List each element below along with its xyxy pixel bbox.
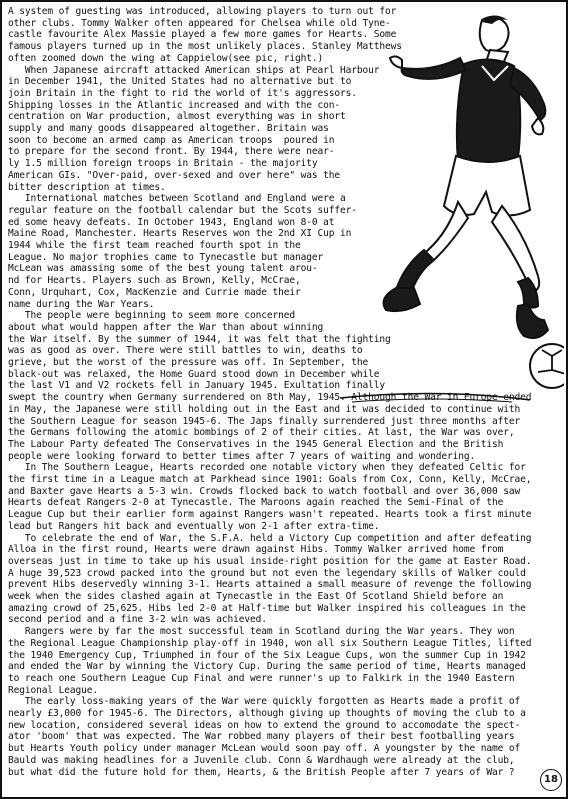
text-line: overseas just in time to take up his usual inside-right position for the game at Easter Road. <box>8 555 532 567</box>
text-line: 1944 while the first team reached fourth spot in the <box>8 240 301 251</box>
text-line: in December 1941, the United States had no alternative but to <box>8 76 352 88</box>
text-line: The people were beginning to seem more concerned <box>8 310 296 322</box>
text-line: the Southern League for season 1945-6. The Japs finally surrendered just three months after <box>8 415 521 427</box>
text-line: Conn, Urquhart, Cox, MacKenzie and Currie made their <box>8 286 301 298</box>
text-line: Bauld was making headlines for a Juvenile club. Conn & Wardhaugh were already at the club, <box>8 754 515 766</box>
text-line: and ended the War by winning the Victory Cup. During the same period of time, Hearts managed <box>8 661 526 673</box>
text-line: ed some heavy defeats. In October 1943, England won 8-0 at <box>8 216 335 228</box>
text-line: nearly £3,000 for 1945-6. The Directors, although giving up thoughts of moving the club to a <box>8 708 526 719</box>
text-line: League. No major trophies came to Tynecastle but manager <box>8 251 324 263</box>
text-line: people were looking forward to better times after 7 years of waiting and wondering. <box>8 450 476 462</box>
text-line: When Japanese aircraft attacked American ships at Pearl Harbour <box>8 64 380 76</box>
text-line: black-out was relaxed, the Home Guard stood down in December while <box>8 368 380 380</box>
text-line: famous players turned up in the most unlikely places. Stanley Matthews <box>8 41 402 53</box>
text-line: the Germans following the atomic bombings of 2 of their cities. At last, the War was over, <box>8 427 515 439</box>
text-line: ator 'boom' that was expected. The War robbed many players of their best footballing years <box>8 731 515 743</box>
text-line: centration on War production, almost everything was in short <box>8 111 346 123</box>
text-line: the last V1 and V2 rockets fell in January 1945. Exultation finally <box>8 380 386 392</box>
text-line: the War itself. By the summer of 1944, it was felt that the fighting <box>8 333 391 345</box>
text-line: name during the War Years. <box>8 298 155 310</box>
text-line: The Labour Party defeated The Conservatives in the 1945 General Election and the British <box>8 438 504 450</box>
text-line: but what did the future hold for them, Hearts, & the British People after 7 years of War ? <box>8 766 515 778</box>
text-line: McLean was amassing some of the best young talent arou- <box>8 263 318 275</box>
text-line: International matches between Scotland and England were a <box>8 193 346 205</box>
text-line: A huge 39,523 crowd packed into the ground but not even the legendary skills of Walker could <box>8 567 526 579</box>
text-line: supply and many goods disappeared altogether. Britain was <box>8 123 329 134</box>
text-line: prevent Hibs deservedly winning 3-1. Hearts attained a small measure of revenge the following <box>8 579 532 591</box>
text-line: soon to become an armed camp as American troops poured in <box>8 134 335 146</box>
text-line: new location, considered several ideas on how to extend the ground to accomodate the spect- <box>8 719 521 731</box>
text-line: Maine Road, Manchester. Hearts Reserves won the 2nd XI Cup in <box>8 228 352 240</box>
text-line: Alloa in the first round, Hearts were drawn against Hibs. Tommy Walker arrived home from <box>8 544 504 556</box>
text-line: regular feature on the football calendar but the Scots suffer- <box>8 204 357 216</box>
text-line: castle favourite Alex Massie played a few more games for Hearts. Some <box>8 29 397 41</box>
text-line: join Britain in the fight to rid the world of it's aggressors. <box>8 87 357 99</box>
text-line: Regional League. <box>8 684 99 696</box>
text-line: The early loss-making years of the War were quickly forgotten as Hearts made a profit of <box>8 696 521 708</box>
text-line: was as good as over. There were still battles to win, deaths to <box>8 345 363 357</box>
page-number: 18 <box>540 769 562 791</box>
text-line: Hearts defeat Rangers 2-0 at Tynecastle. The Maroons again reached the Semi-Final of the <box>8 497 504 509</box>
text-line: lead but Rangers hit back and eventually won 2-1 after extra-time. <box>8 520 380 532</box>
text-line: League Cup but their earlier form against Rangers wasn't repeated. Hearts took a first minute <box>8 509 532 521</box>
text-line: Rangers were by far the most successful team in Scotland during the War years. They won <box>8 626 515 638</box>
text-line: ly 1.5 million foreign troops in Britain - the majority <box>8 158 318 170</box>
footballer-illustration <box>332 6 564 406</box>
text-line: In The Southern League, Hearts recorded one notable victory when they defeated Celtic for <box>8 462 526 474</box>
text-line: the first time in a League match at Parkhead since 1901: Goals from Cox, Conn, Kelly, McCrae, <box>8 474 532 485</box>
text-line: nd for Hearts. Players such as Brown, Kelly, McCrae, <box>8 275 301 287</box>
text-line: grieve, but the worst of the pressure was off. In September, the <box>8 357 369 368</box>
text-line: swept the country when Germany surrendered on 8th May, 1945. Although the War in Europe ended <box>8 392 532 404</box>
text-line: and Baxter gave Hearts a 5-3 win. Crowds flocked back to watch football and over 36,000 saw <box>8 485 521 497</box>
text-line: often zoomed down the wing at Cappielow(see pic, right.) <box>8 52 324 64</box>
text-line: To celebrate the end of War, the S.F.A. held a Victory Cup competition and after defeating <box>8 532 532 544</box>
text-line: the Regional League Championship play-off in 1940, won all six Southern League Titles, lifted <box>8 637 532 649</box>
text-line: in May, the Japanese were still holding out in the East and it was decided to continue with <box>8 403 521 415</box>
text-line: but Hearts Youth policy under manager McLean would soon pay off. A youngster by the name of <box>8 743 521 755</box>
text-line: about what would happen after the War than about winning <box>8 321 324 333</box>
text-line: Shipping losses in the Atlantic increased and with the con- <box>8 99 341 111</box>
text-line: second period and a fine 3-2 win was achieved. <box>8 614 267 626</box>
text-line: American GIs. "Over-paid, over-sexed and over here" was the <box>8 169 341 181</box>
text-line: other clubs. Tommy Walker often appeared for Chelsea while old Tyne- <box>8 17 391 29</box>
text-line: A system of guesting was introduced, allowing players to turn out for <box>8 6 397 17</box>
text-line: to reach one Southern League Cup Final and were runner's up to Falkirk in the 1940 Eastern <box>8 672 515 684</box>
text-line: bitter description at times. <box>8 181 166 193</box>
text-line: amazing crowd of 25,625. Hibs led 2-0 at Half-time but Walker inspired his colleagues in the <box>8 602 526 614</box>
text-line: to prepare for the second front. By 1944, there were near- <box>8 146 335 158</box>
text-line: week when the sides clashed again at Tynecastle in the East Of Scotland Shield before an <box>8 591 504 602</box>
text-line: the 1940 Emergency Cup, Triumphed in four of the Six League Cups, won the summer Cup in 1942 <box>8 649 526 661</box>
